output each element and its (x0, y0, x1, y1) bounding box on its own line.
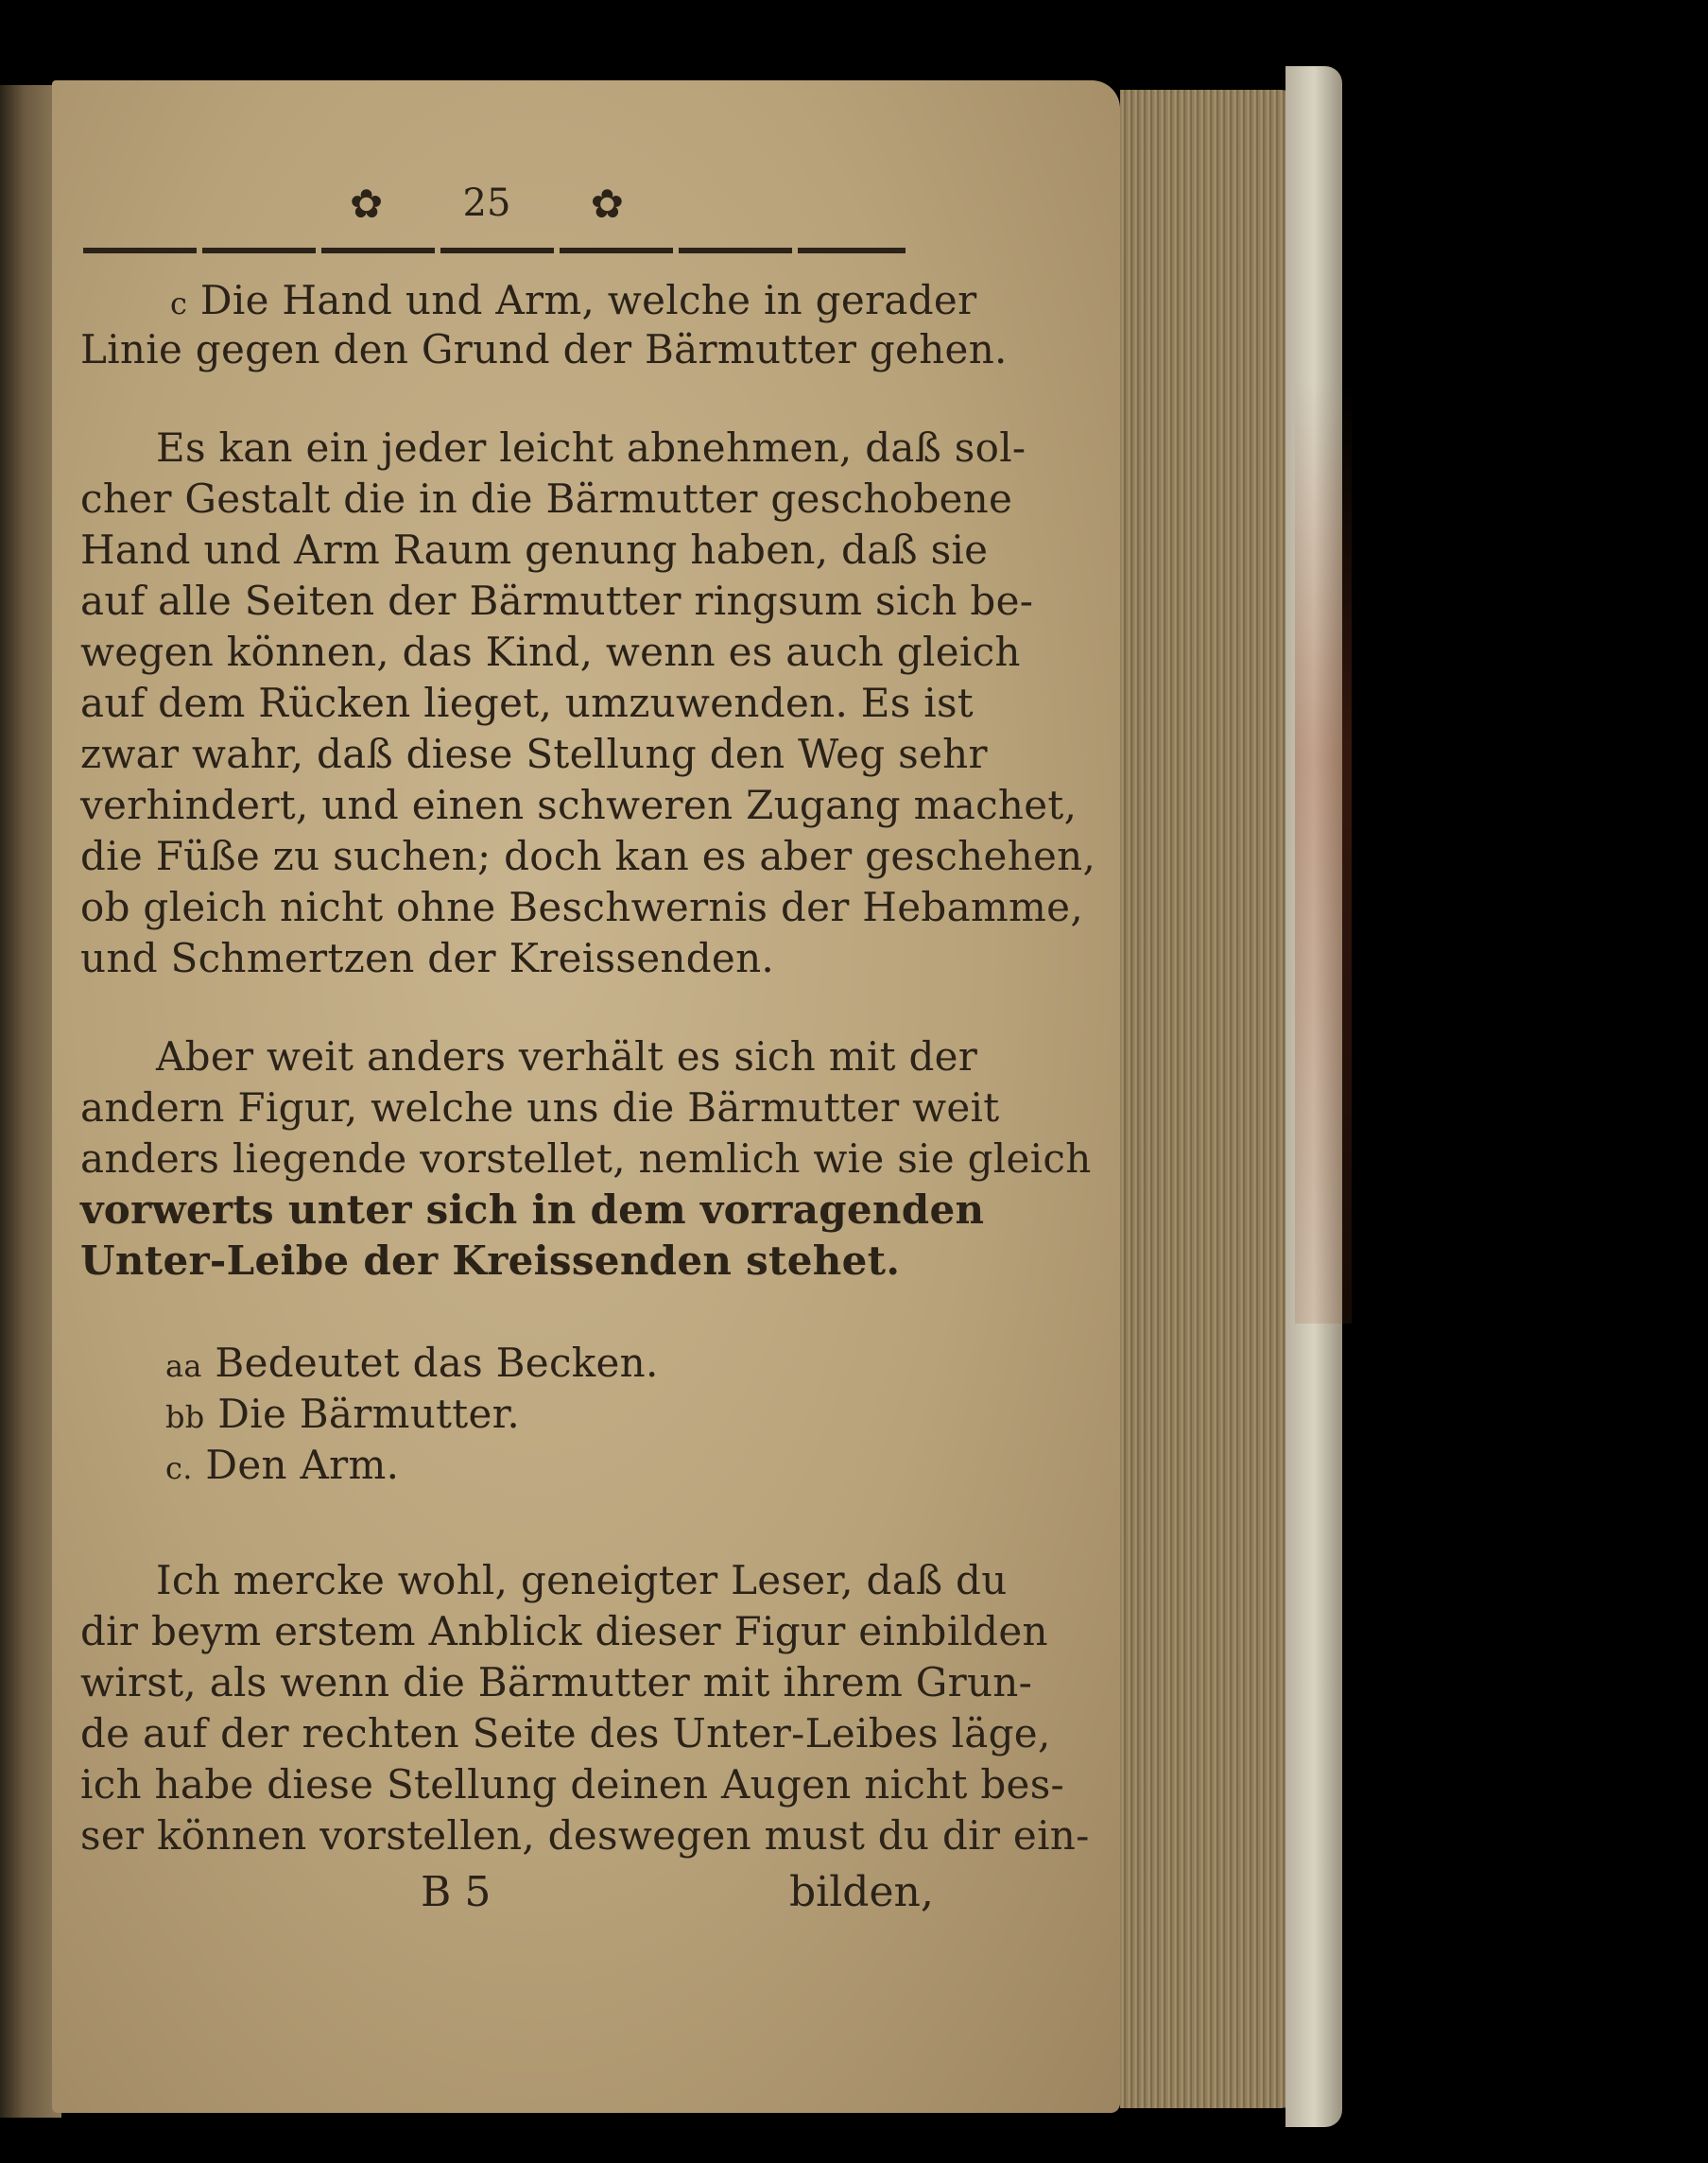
header-rule (83, 248, 906, 253)
paragraph-line: die Füße zu suchen; doch kan es aber geschehen, (80, 833, 1096, 879)
water-stain (1295, 378, 1352, 1324)
caption-line: Linie gegen den Grund der Bärmutter gehen. (80, 326, 1008, 372)
legend-text: Den Arm. (205, 1442, 400, 1488)
catchword: bilden, (789, 1868, 934, 1916)
paragraph-line: auf alle Seiten der Bärmutter ringsum sich be- (80, 578, 1034, 624)
page-header (350, 175, 624, 232)
legend-text: Die Bärmutter. (217, 1391, 521, 1437)
flower-ornament-icon: ✿ (590, 180, 624, 227)
legend-item (165, 1390, 520, 1442)
legend-item (165, 1339, 659, 1391)
paragraph-line: und Schmertzen der Kreissenden. (80, 935, 775, 981)
paragraph-line: verhindert, und einen schweren Zugang machet, (80, 782, 1078, 828)
legend-mark: bb (165, 1399, 205, 1435)
paragraph-line: Hand und Arm Raum genung haben, daß sie (80, 527, 989, 573)
paragraph-line: Aber weit anders verhält es sich mit der (156, 1033, 978, 1080)
paragraph-line: cher Gestalt die in die Bärmutter geschobene (80, 476, 1013, 522)
legend-mark: c. (165, 1450, 193, 1486)
paragraph-line: ser können vorstellen, deswegen must du dir ein- (80, 1812, 1090, 1859)
paragraph-line: ich habe diese Stellung deinen Augen nicht bes- (80, 1761, 1065, 1808)
paragraph-line: anders liegende vorstellet, nemlich wie sie gleich (80, 1135, 1092, 1182)
paragraph-line: Es kan ein jeder leicht abnehmen, daß sol- (156, 424, 1027, 471)
caption-text: Die Hand und Arm, welche in gerader (199, 277, 977, 323)
figure-mark: c (170, 286, 188, 321)
legend-text: Bedeutet das Becken. (215, 1340, 659, 1386)
signature-mark: B 5 (421, 1868, 492, 1916)
paragraph-line: vorwerts unter sich in dem vorragenden (80, 1186, 985, 1233)
page-number: 25 (462, 182, 511, 225)
legend-item (165, 1441, 399, 1493)
paragraph-line: auf dem Rücken lieget, umzuwenden. Es ist (80, 680, 974, 726)
paragraph-line: Unter-Leibe der Kreissenden stehet. (80, 1237, 901, 1284)
page-block-edges (1120, 90, 1300, 2108)
paragraph-line: Ich mercke wohl, geneigter Leser, daß du (156, 1557, 1008, 1603)
paragraph-line: wirst, als wenn die Bärmutter mit ihrem Grun- (80, 1659, 1033, 1705)
flower-ornament-icon: ✿ (350, 180, 384, 227)
paragraph-line: de auf der rechten Seite des Unter-Leibes läge, (80, 1710, 1051, 1756)
legend-mark: aa (165, 1348, 202, 1384)
paragraph-line: dir beym erstem Anblick dieser Figur einbilden (80, 1608, 1048, 1654)
caption-line (170, 276, 976, 328)
paragraph-line: zwar wahr, daß diese Stellung den Weg sehr (80, 731, 988, 777)
paragraph-line: andern Figur, welche uns die Bärmutter weit (80, 1084, 1000, 1131)
paragraph-line: ob gleich nicht ohne Beschwernis der Hebamme, (80, 884, 1083, 930)
paragraph-line: wegen können, das Kind, wenn es auch gleich (80, 629, 1021, 675)
